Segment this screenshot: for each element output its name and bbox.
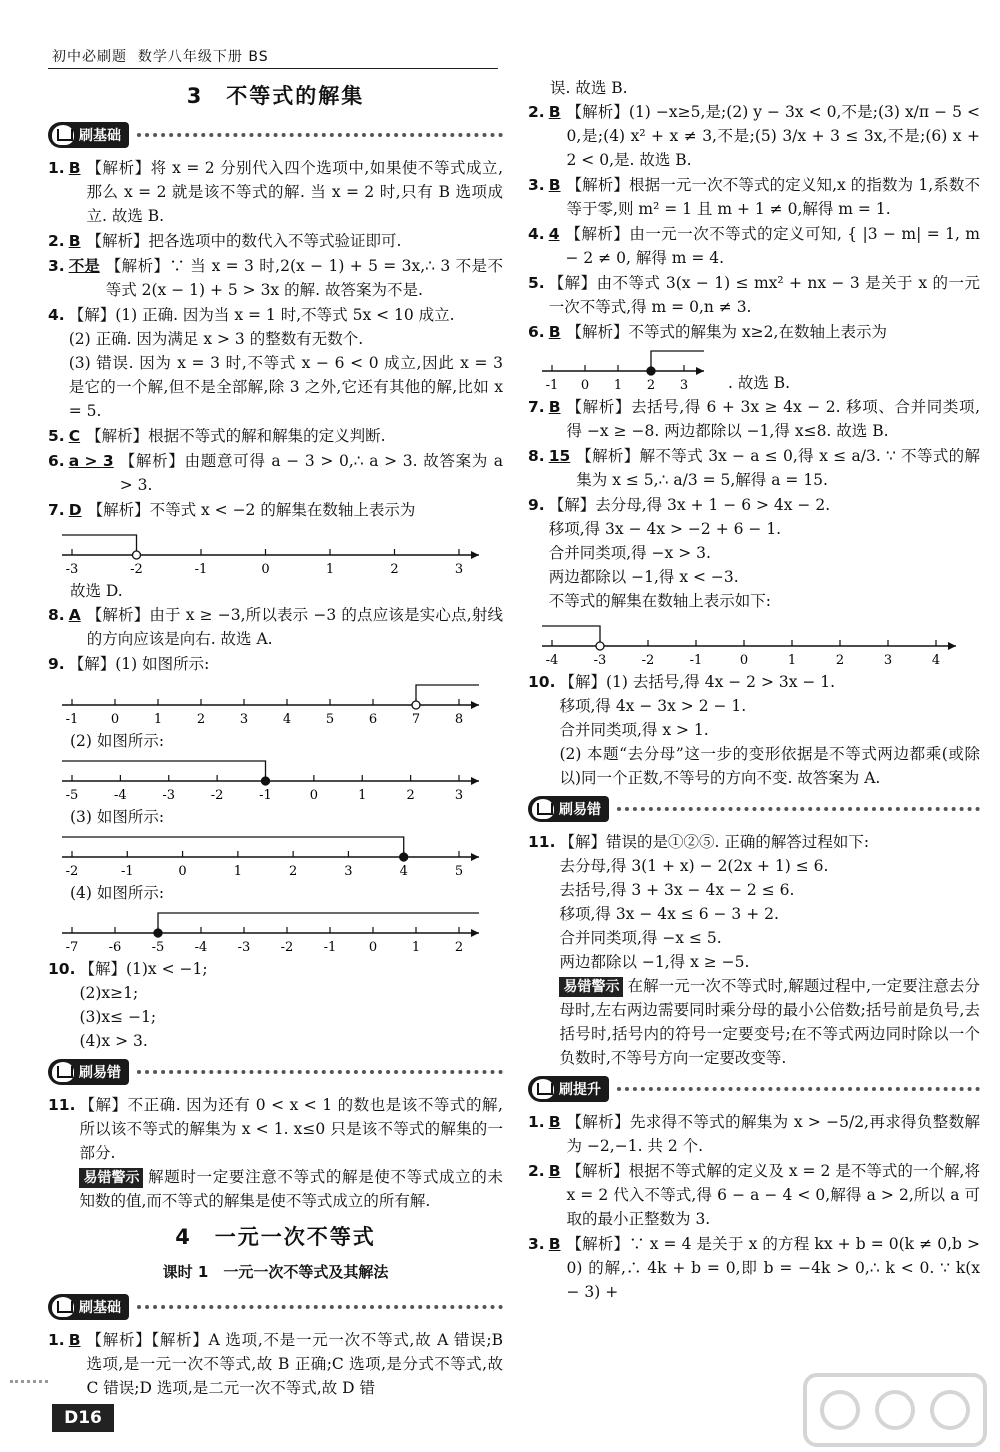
axis-arrow — [471, 777, 479, 785]
answer: C — [68, 427, 81, 445]
banner-basic-2 — [48, 1292, 503, 1322]
dotted-rule — [617, 807, 980, 811]
answer: B — [548, 398, 561, 416]
question-3: 3. 不是 【解析】∵ 当 x = 3 时,2(x − 1) + 5 = 3x,∴ 3 不是不等式 2(x − 1) + 5 > 3x 的解. 故答案为不是. — [48, 254, 503, 302]
open-point — [133, 551, 141, 559]
question-3: 3. B 【解析】根据一元一次不等式的定义知,x 的指数为 1,系数不等于零,则 m² = 1 且 m + 1 ≠ 0,解得 m = 1. — [528, 173, 980, 221]
tick-label: 1 — [153, 712, 163, 727]
dotted-rule — [137, 133, 503, 137]
tick-label: -4 — [545, 653, 559, 668]
question-10: 10. 【解】(1)x < −1; (2)x≥1; (3)x≤ −1; (4)x > 3. — [48, 960, 208, 1050]
tick-label: -1 — [259, 788, 272, 803]
banner-label: 刷易错 — [79, 1065, 121, 1081]
number-line-r9 — [528, 614, 980, 670]
q9-part-3: (3) 如图所示: — [70, 808, 165, 826]
question-11: 11. 【解】错误的是①②⑤. 正确的解答过程如下: 去分母,得 3(1 + x) − 2(2x + 1) ≤ 6. 去括号,得 3 + 3x − 4x − 2 ≤ 6. 移项,得 3x − 4x ≤ 6 − 3 + 2. 合并同类项,得 −x ≤ 5. 两边都除以 −1,得 x ≥ −5. 易错警示 在解一元一次不等式时,解题过程中,一定要注意去分母时,左右两边需要同时乘分母的最小公倍数;括号前是负号,去括号时,括号内的符号一定要变号;在不等式两边同时除以一个负数时,不等号方向一定要改变等. — [528, 833, 981, 1067]
number-line-q9-4 — [48, 905, 503, 957]
tick-label: 2 — [406, 788, 415, 803]
question-2: 2. B 【解析】(1) −x≥5,是;(2) y − 3x < 0,不是;(3) x/π − 5 < 0,是;(4) x² + x ≠ 3,不是;(5) 3/x + 3 ≤ 3x,不是;(6) x + 2 < 0,是. 故选 B. — [528, 100, 980, 172]
dotted-rule — [137, 1305, 503, 1309]
q9-part-4: (4) 如图所示: — [70, 884, 165, 902]
axis-arrow — [471, 929, 479, 937]
subject-name: 数学八年级下册 — [137, 49, 243, 65]
question-5: 5. 【解】由不等式 3(x − 1) ≤ mx² + nx − 3 是关于 x 的一元一次不等式,得 m = 0,n ≠ 3. — [528, 274, 980, 316]
tick-label: 2 — [646, 378, 656, 393]
answer: D — [68, 501, 82, 519]
tick-label: 3 — [883, 653, 893, 668]
tick-label: 1 — [325, 562, 335, 577]
question-10: 10. 【解】(1) 去括号,得 4x − 2 > 3x − 1. 移项,得 4x − 3x > 2 − 1. 合并同类项,得 x > 1. (2) 本题“去分母”这一步的变形依据是不等式两边都乘(或除以)同一个正数,不等号的方向不变. 故答案为 A. — [528, 673, 980, 787]
tick-label: 1 — [411, 940, 421, 955]
solution-ray — [542, 626, 600, 642]
solution-ray — [62, 837, 404, 853]
question-8: 8. A 【解析】由于 x ≥ −3,所以表示 −3 的点应该是实心点,射线的方向应该是向右. 故选 A. — [48, 603, 503, 651]
tick-label: 0 — [261, 562, 270, 577]
tick-label: -3 — [593, 653, 607, 668]
banner-error — [48, 1057, 503, 1087]
right-column — [528, 76, 980, 1305]
tick-label: -3 — [65, 562, 79, 577]
answer: B — [548, 1235, 561, 1253]
answer: B — [548, 1162, 561, 1180]
warning-badge: 易错警示 — [79, 1168, 143, 1188]
banner-error — [528, 794, 980, 824]
axis-arrow — [696, 367, 704, 375]
tick-label: 3 — [679, 378, 689, 393]
lesson-title: 课时 1 一元一次不等式及其解法 — [162, 1263, 389, 1281]
solid-point — [400, 853, 408, 861]
up-question-3: 3. B 【解析】∵ x = 4 是关于 x 的方程 kx + b = 0(k ≠ 0,b > 0) 的解,∴ 4k + b = 0,即 b = −4k > 0,∴ k < 0. ∵ k(x − 3) + — [528, 1232, 980, 1304]
question-1: 1. B 【解析】将 x = 2 分别代入四个选项中,如果使不等式成立,那么 x = 2 就是该不等式的解. 当 x = 2 时,只有 B 选项成立. 故选 B. — [48, 156, 503, 228]
tick-label: 0 — [110, 712, 120, 727]
dotted-rule — [137, 1070, 503, 1074]
banner-label: 刷提升 — [559, 1082, 601, 1098]
footer-dots — [10, 1380, 48, 1383]
number-line-q9-2 — [48, 753, 503, 805]
tick-label: 1 — [787, 653, 797, 668]
answer: B — [548, 323, 561, 341]
number-line-r6 — [528, 345, 728, 395]
tick-label: 2 — [196, 712, 206, 727]
continued-text: 误. 故选 B. — [550, 79, 628, 97]
tick-label: 5 — [454, 864, 464, 879]
edition: BS — [248, 49, 269, 65]
answer: 15 — [548, 447, 571, 465]
section-4-title: 4 一元一次不等式 — [175, 1225, 376, 1249]
question-4: 4. 4 【解析】由一元一次不等式的定义可知, { |3 − m| = 1, m − 2 ≠ 0, 解得 m = 4. — [528, 222, 980, 270]
tick-label: 0 — [368, 940, 378, 955]
question-8: 8. 15 【解析】解不等式 3x − a ≤ 0,得 x ≤ a/3. ∵ 不等式的解集为 x ≤ 5,∴ a/3 = 5,解得 a = 15. — [528, 444, 980, 492]
q6-figure-row — [528, 345, 980, 395]
section-3-title: 3 不等式的解集 — [186, 84, 365, 108]
tick-label: 2 — [289, 864, 298, 879]
tick-label: 1 — [613, 378, 623, 393]
question-11: 11. 【解】不正确. 因为还有 0 < x < 1 的数也是该不等式的解,所以该不等式的解集为 x < 1. x≤0 只是该不等式的解集的一部分. 易错警示 解题时一定要注意不等式的解是使不等式成立的未知数的值,而不等式的解集是使不等式成立的所有解. — [48, 1096, 503, 1210]
tick-label: -3 — [237, 940, 251, 955]
tick-label: -5 — [151, 940, 165, 955]
question-7: 7. B 【解析】去括号,得 6 + 3x ≥ 4x − 2. 移项、合并同类项,得 −x ≥ −8. 两边都除以 −1,得 x≤8. 故选 B. — [528, 395, 980, 443]
tick-label: 0 — [309, 788, 319, 803]
tick-label: -4 — [194, 940, 208, 955]
tick-label: 6 — [368, 712, 378, 727]
number-line-q9-1 — [48, 677, 503, 729]
q9-part-2: (2) 如图所示: — [70, 732, 165, 750]
tick-label: -1 — [65, 712, 79, 727]
q6-conclusion: . 故选 B. — [728, 374, 791, 392]
banner-up — [528, 1074, 980, 1104]
warning-badge: 易错警示 — [559, 977, 623, 997]
tick-label: 1 — [233, 864, 242, 879]
tick-label: 8 — [454, 712, 464, 727]
tick-label: 4 — [931, 653, 941, 668]
tick-label: -2 — [65, 864, 79, 879]
answer: B — [68, 1331, 81, 1349]
tick-label: -1 — [689, 653, 703, 668]
tick-label: -1 — [194, 562, 208, 577]
page-number: D16 — [52, 1404, 114, 1432]
question-6: 6. a > 3 【解析】由题意可得 a − 3 > 0,∴ a > 3. 故答案为 a > 3. — [48, 449, 503, 497]
brush-icon — [532, 799, 554, 819]
tick-label: 4 — [282, 712, 292, 727]
tick-label: -4 — [114, 788, 127, 803]
solid-point — [647, 367, 655, 375]
answer: B — [68, 159, 81, 177]
answer: 4 — [548, 225, 560, 243]
tick-label: -1 — [323, 940, 337, 955]
tick-label: -1 — [545, 378, 559, 393]
section-4-question-1: 1. B 【解析】【解析】A 选项,不是一元一次不等式,故 A 错误;B 选项,是一元一次不等式,故 B 正确;C 选项,是分式不等式,故 C 错误;D 选项,是二元一次不等式,故 D 错 — [48, 1328, 503, 1400]
question-9: 9. 【解】去分母,得 3x + 1 − 6 > 4x − 2. 移项,得 3x − 4x > −2 + 6 − 1. 合并同类项,得 −x > 3. 两边都除以 −1,得 x < −3. 不等式的解集在数轴上表示如下: — [528, 496, 831, 610]
question-6: 6. B 【解析】不等式的解集为 x≥2,在数轴上表示为 — [528, 320, 980, 344]
number-line-q7 — [48, 523, 503, 579]
tick-label: 3 — [454, 788, 464, 803]
tick-label: 3 — [344, 864, 353, 879]
question-5: 5. C 【解析】根据不等式的解和解集的定义判断. — [48, 424, 503, 448]
tick-label: -7 — [65, 940, 79, 955]
question-4: 4. 【解】(1) 正确. 因为当 x = 1 时,不等式 5x < 10 成立. (2) 正确. 因为满足 x > 3 的整数有无数个. (3) 错误. 因为 x = 3 时,不等式 x − 6 < 0 成立,因此 x = 3 是它的一个解,但不是全部解,除 3 之外,它还有其他的解,比如 x = 5. — [48, 306, 503, 420]
answer: B — [68, 232, 81, 250]
answer: B — [548, 103, 561, 121]
axis-arrow — [471, 853, 479, 861]
watermark-logo — [800, 1370, 990, 1450]
up-question-1: 1. B 【解析】先求得不等式的解集为 x > −5/2,再求得负整数解为 −2,−1. 共 2 个. — [528, 1110, 980, 1158]
answer: B — [548, 176, 561, 194]
tick-label: -3 — [162, 788, 176, 803]
brush-icon — [52, 125, 74, 145]
brush-icon — [52, 1062, 74, 1082]
tick-label: -1 — [120, 864, 134, 879]
axis-arrow — [471, 551, 479, 559]
banner-basic — [48, 120, 503, 150]
answer: 不是 — [68, 257, 100, 275]
answer: a > 3 — [68, 452, 114, 470]
open-point — [596, 642, 604, 650]
question-7: 7. D 【解析】不等式 x < −2 的解集在数轴上表示为 — [48, 498, 503, 522]
open-point — [412, 701, 420, 709]
banner-label: 刷基础 — [79, 1300, 121, 1316]
axis-arrow — [471, 701, 479, 709]
number-line-q9-3 — [48, 829, 503, 881]
book-name: 初中必刷题 — [52, 49, 127, 65]
banner-label: 刷易错 — [559, 802, 601, 818]
solid-point — [262, 777, 270, 785]
banner-label: 刷基础 — [79, 128, 121, 144]
dotted-rule — [617, 1087, 980, 1091]
tick-label: -2 — [130, 562, 143, 577]
question-9: 9. 【解】(1) 如图所示: — [48, 655, 210, 673]
answer: A — [68, 606, 81, 624]
tick-label: 0 — [739, 653, 749, 668]
page-header — [52, 46, 269, 66]
answer: B — [548, 1113, 561, 1131]
up-question-2: 2. B 【解析】根据不等式解的定义及 x = 2 是不等式的一个解,将 x = 2 代入不等式,得 6 − a − 4 < 0,解得 a > 2,所以 a 可取的最小正整数为 3. — [528, 1159, 980, 1231]
tick-label: 2 — [454, 940, 464, 955]
tick-label: -5 — [65, 788, 79, 803]
q7-conclusion: 故选 D. — [70, 582, 123, 600]
solution-ray — [651, 351, 704, 367]
tick-label: 7 — [411, 712, 421, 727]
tick-label: 1 — [358, 788, 367, 803]
solution-ray — [62, 535, 137, 551]
tick-label: 3 — [239, 712, 249, 727]
solution-ray — [158, 913, 479, 929]
header-rule — [48, 68, 498, 69]
brush-icon — [52, 1297, 74, 1317]
tick-label: -2 — [641, 653, 655, 668]
solution-ray — [62, 761, 266, 777]
tick-label: 3 — [454, 562, 464, 577]
tick-label: -2 — [210, 788, 224, 803]
question-2: 2. B 【解析】把各选项中的数代入不等式验证即可. — [48, 229, 503, 253]
solution-ray — [416, 685, 479, 701]
tick-label: 5 — [325, 712, 335, 727]
tick-label: 0 — [178, 864, 187, 879]
solid-point — [154, 929, 162, 937]
tick-label: 2 — [390, 562, 399, 577]
tick-label: -6 — [108, 940, 122, 955]
brush-icon — [532, 1079, 554, 1099]
tick-label: -2 — [280, 940, 294, 955]
tick-label: 4 — [399, 864, 408, 879]
axis-arrow — [948, 642, 956, 650]
tick-label: 0 — [580, 378, 590, 393]
tick-label: 2 — [835, 653, 845, 668]
left-column — [48, 72, 503, 1401]
